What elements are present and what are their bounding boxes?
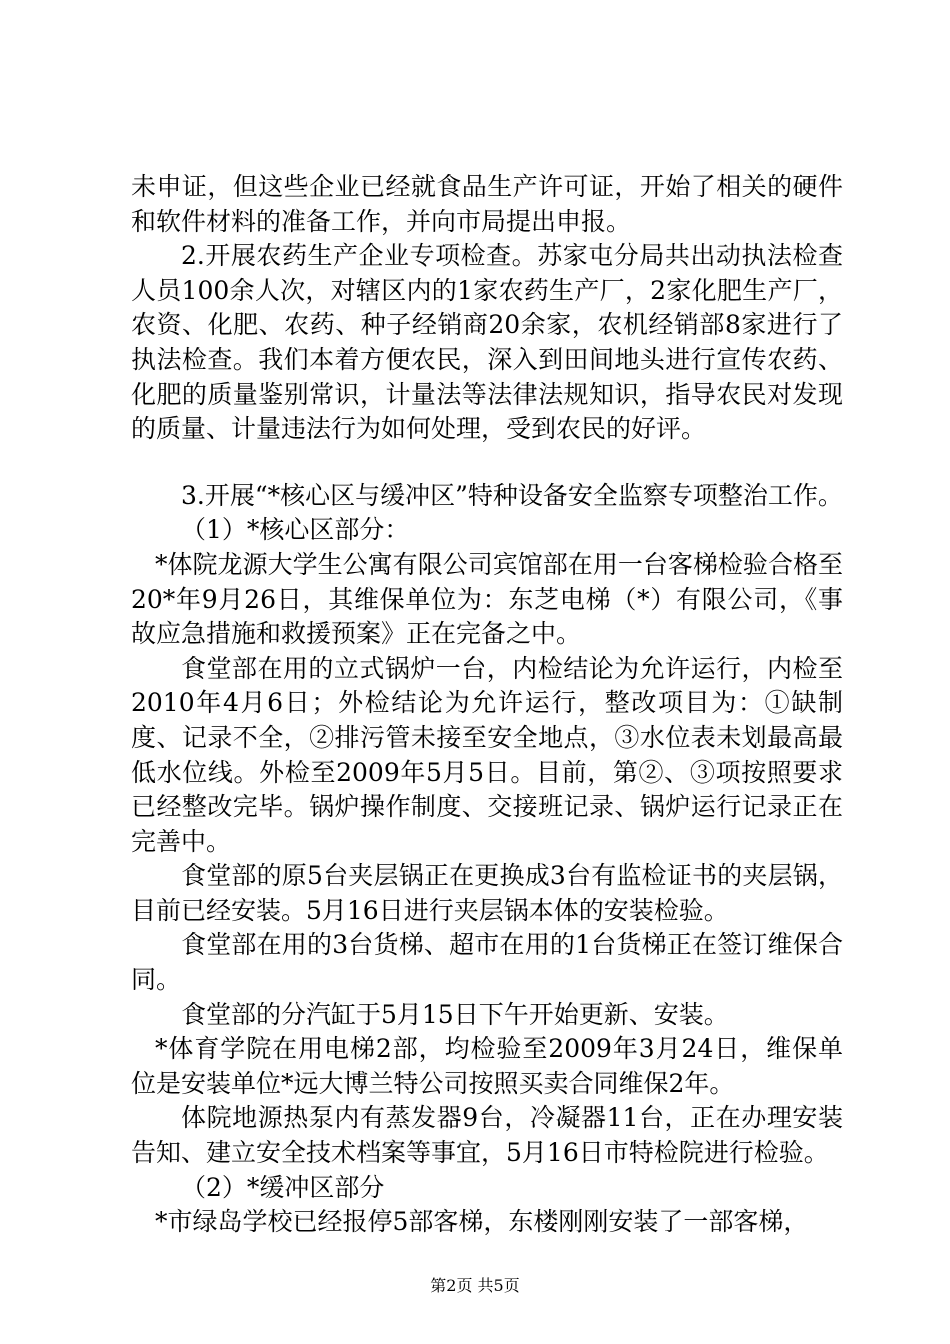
paragraph-heat-pump: 体院地源热泵内有蒸发器9台，冷凝器11台，正在办理安装告知、建立安全技术档案等事宜，5月16日市特检院进行检验。 — [131, 1103, 843, 1168]
subheading-buffer-area: （2）*缓冲区部分 — [181, 1172, 385, 1202]
paragraph-item-2: 2.开展农药生产企业专项检查。苏家屯分局共出动执法检查人员100余人次，对辖区内的1家农药生产厂，2家化肥生产厂，农资、化肥、农药、种子经销商20余家，农机经销部8家进行了执法检查。我们本着方便农民，深入到田间地头进行宣传农药、化肥的质量鉴别常识，计量法等法律法规知识，指导农民对发现的质量、计量违法行为如何处理，受到农民的好评。 — [131, 241, 843, 444]
paragraph-gap — [131, 447, 843, 479]
paragraph-steam-cylinder: 食堂部的分汽缸于5月15日下午开始更新、安装。 — [181, 999, 729, 1029]
document-body — [131, 170, 843, 1240]
paragraph-green-island-school: *市绿岛学校已经报停5部客梯，东楼刚刚安装了一部客梯， — [155, 1207, 809, 1237]
page-footer: 第2页 共5页 — [430, 1276, 520, 1295]
paragraph-freight-elevators: 食堂部在用的3台货梯、超市在用的1台货梯正在签订维保合同。 — [131, 930, 843, 995]
paragraph-hotel-elevator: *体院龙源大学生公寓有限公司宾馆部在用一台客梯检验合格至20*年9月26日，其维保单位为：东芝电梯（*）有限公司，《事故应急措施和救援预案》正在完备之中。 — [131, 549, 843, 649]
paragraph-jacketed-pots: 食堂部的原5台夹层锅正在更换成3台有监检证书的夹层锅，目前已经安装。5月16日进行夹层锅本体的安装检验。 — [131, 861, 843, 925]
paragraph-continuation: 未申证，但这些企业已经就食品生产许可证，开始了相关的硬件和软件材料的准备工作，并向市局提出申报。 — [131, 172, 843, 236]
subheading-core-area: （1）*核心区部分： — [181, 515, 410, 545]
paragraph-sports-college-elevators: *体育学院在用电梯2部，均检验至2009年3月24日，维保单位是安装单位*远大博兰特公司按照买卖合同维保2年。 — [131, 1034, 843, 1098]
paragraph-item-3: 3.开展“*核心区与缓冲区”特种设备安全监察专项整治工作。 — [181, 480, 843, 510]
paragraph-boiler: 食堂部在用的立式锅炉一台，内检结论为允许运行，内检至2010年4月6日；外检结论为允许运行，整改项目为：①缺制度、记录不全，②排污管未接至安全地点，③水位表未划最高最低水位线。外检至2009年5月5日。目前，第②、③项按照要求已经整改完毕。锅炉操作制度、交接班记录、锅炉运行记录正在完善中。 — [131, 653, 843, 856]
